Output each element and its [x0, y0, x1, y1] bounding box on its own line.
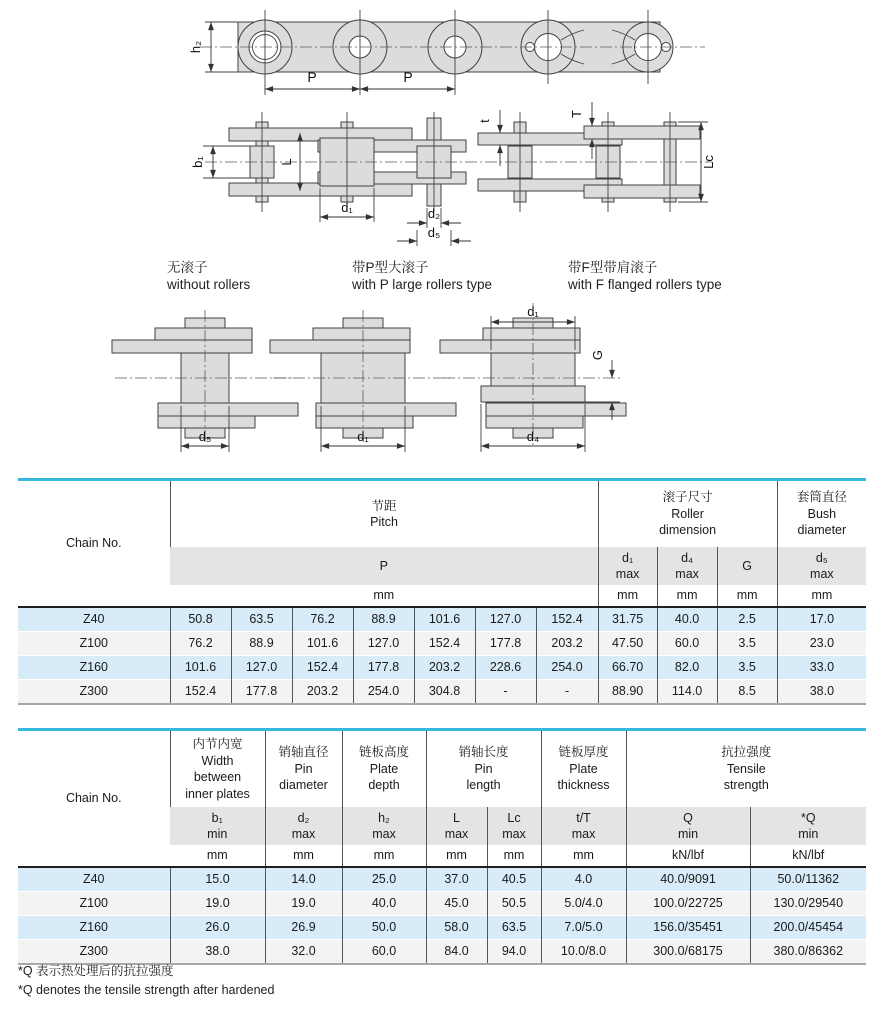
value-cell: 156.0/35451: [626, 916, 750, 940]
type-label-zh: 无滚子: [167, 260, 208, 275]
value-cell: 152.4: [536, 607, 598, 632]
h2-max-subheader: h₂ max: [342, 807, 426, 845]
value-cell: 152.4: [292, 656, 353, 680]
dim-label-d1: d₁: [527, 304, 539, 319]
value-cell: 304.8: [414, 680, 475, 705]
dim-label-d1: d₁: [341, 200, 353, 215]
footnotes: [18, 962, 274, 1000]
chain-no-cell: Z40: [18, 867, 170, 892]
type-label-en: without rollers: [167, 277, 251, 292]
value-cell: 66.70: [598, 656, 657, 680]
value-cell: 177.8: [353, 656, 414, 680]
value-cell: -: [536, 680, 598, 705]
value-cell: 254.0: [536, 656, 598, 680]
value-cell: 101.6: [170, 656, 231, 680]
value-cell: 130.0/29540: [750, 892, 866, 916]
table-row: [18, 916, 866, 940]
value-cell: -: [475, 680, 536, 705]
chain-no-header: Chain No.: [18, 480, 170, 608]
chain-no-cell: Z100: [18, 892, 170, 916]
plan-view-diagram: [190, 102, 716, 246]
value-cell: 63.5: [487, 916, 541, 940]
dim-label-d1: d₁: [357, 429, 369, 444]
units-cell: mm: [657, 585, 717, 607]
section-f-flanged-rollers: [440, 303, 626, 452]
value-cell: 152.4: [170, 680, 231, 705]
value-cell: 60.0: [657, 632, 717, 656]
d5-max-subheader: d₅ max: [777, 547, 866, 585]
value-cell: 26.0: [170, 916, 265, 940]
table-row: [18, 867, 866, 892]
q-min-subheader: Q min: [626, 807, 750, 845]
section-without-rollers: [112, 310, 298, 452]
d1-max-subheader: d₁ max: [598, 547, 657, 585]
value-cell: 5.0/4.0: [541, 892, 626, 916]
value-cell: 114.0: [657, 680, 717, 705]
value-cell: 45.0: [426, 892, 487, 916]
value-cell: 2.5: [717, 607, 777, 632]
value-cell: 127.0: [353, 632, 414, 656]
value-cell: 50.0: [342, 916, 426, 940]
value-cell: 177.8: [475, 632, 536, 656]
table-row: [18, 892, 866, 916]
chain-no-header: Chain No.: [18, 730, 170, 868]
value-cell: 203.2: [536, 632, 598, 656]
value-cell: 4.0: [541, 867, 626, 892]
units-cell: mm: [777, 585, 866, 607]
roller-type-labels: [166, 259, 722, 292]
units-cell: mm: [717, 585, 777, 607]
pitch-roller-table-body: [18, 607, 866, 704]
pin-diameter-group-header: 销轴直径 Pin diameter: [265, 730, 342, 808]
units-cell: mm: [541, 845, 626, 867]
plate-depth-group-header: 链板高度 Plate depth: [342, 730, 426, 808]
value-cell: 37.0: [426, 867, 487, 892]
value-cell: 94.0: [487, 940, 541, 965]
g-subheader: G: [717, 547, 777, 585]
pitch-roller-table: [18, 478, 866, 705]
p-subheader: P: [170, 547, 598, 585]
value-cell: 33.0: [777, 656, 866, 680]
tensile-strength-group-header: 抗拉强度 Tensile strength: [626, 730, 866, 808]
value-cell: 88.9: [353, 607, 414, 632]
type-label-en: with P large rollers type: [352, 277, 493, 292]
value-cell: 3.5: [717, 632, 777, 656]
type-label-zh: 带F型带肩滚子: [568, 260, 658, 275]
value-cell: 38.0: [777, 680, 866, 705]
chain-no-cell: Z300: [18, 940, 170, 965]
value-cell: 200.0/45454: [750, 916, 866, 940]
units-cell: mm: [426, 845, 487, 867]
units-cell: mm: [170, 585, 598, 607]
value-cell: 19.0: [265, 892, 342, 916]
dimension-strength-table-section: [18, 728, 866, 965]
section-p-large-rollers: [270, 310, 456, 452]
value-cell: 15.0: [170, 867, 265, 892]
value-cell: 7.0/5.0: [541, 916, 626, 940]
value-cell: 60.0: [342, 940, 426, 965]
dim-label-g: G: [590, 349, 605, 361]
value-cell: 58.0: [426, 916, 487, 940]
value-cell: 76.2: [292, 607, 353, 632]
value-cell: 228.6: [475, 656, 536, 680]
dim-label-d2: d₂: [427, 206, 441, 221]
chain-no-cell: Z40: [18, 607, 170, 632]
footnote-en: *Q denotes the tensile strength after hardened: [18, 982, 275, 997]
dim-label-p2: P: [403, 69, 413, 85]
type-label-zh: 带P型大滚子: [352, 260, 429, 275]
value-cell: 100.0/22725: [626, 892, 750, 916]
dim-label-l: L: [279, 158, 294, 166]
chain-no-cell: Z300: [18, 680, 170, 705]
pitch-roller-table-section: [18, 478, 866, 705]
value-cell: 40.0/9091: [626, 867, 750, 892]
value-cell: 47.50: [598, 632, 657, 656]
value-cell: 8.5: [717, 680, 777, 705]
table-row: [18, 632, 866, 656]
d4-max-subheader: d₄ max: [657, 547, 717, 585]
value-cell: 88.9: [231, 632, 292, 656]
table-row: [18, 607, 866, 632]
value-cell: 84.0: [426, 940, 487, 965]
value-cell: 38.0: [170, 940, 265, 965]
value-cell: 254.0: [353, 680, 414, 705]
d2-max-subheader: d₂ max: [265, 807, 342, 845]
value-cell: 40.0: [342, 892, 426, 916]
value-cell: 26.9: [265, 916, 342, 940]
value-cell: 23.0: [777, 632, 866, 656]
value-cell: 152.4: [414, 632, 475, 656]
chain-technical-drawings: [0, 0, 884, 470]
dim-label-h2: h₂: [188, 40, 203, 54]
dim-label-b1: b₁: [190, 156, 205, 168]
value-cell: 50.5: [487, 892, 541, 916]
value-cell: 380.0/86362: [750, 940, 866, 965]
tt-max-subheader: t/T max: [541, 807, 626, 845]
value-cell: 203.2: [292, 680, 353, 705]
bush-diameter-group-header: 套筒直径 Bush diameter: [777, 480, 866, 548]
dim-label-d4: d₄: [526, 429, 540, 444]
type-label-en: with F flanged rollers type: [568, 277, 722, 292]
value-cell: 32.0: [265, 940, 342, 965]
value-cell: 50.0/11362: [750, 867, 866, 892]
value-cell: 19.0: [170, 892, 265, 916]
chain-no-cell: Z100: [18, 632, 170, 656]
pitch-group-header: 节距 Pitch: [170, 480, 598, 548]
value-cell: 300.0/68175: [626, 940, 750, 965]
value-cell: 10.0/8.0: [541, 940, 626, 965]
value-cell: 203.2: [414, 656, 475, 680]
value-cell: 101.6: [414, 607, 475, 632]
value-cell: 63.5: [231, 607, 292, 632]
value-cell: 25.0: [342, 867, 426, 892]
value-cell: 76.2: [170, 632, 231, 656]
value-cell: 127.0: [475, 607, 536, 632]
units-cell: mm: [487, 845, 541, 867]
b1-min-subheader: b₁ min: [170, 807, 265, 845]
value-cell: 127.0: [231, 656, 292, 680]
value-cell: 3.5: [717, 656, 777, 680]
value-cell: 31.75: [598, 607, 657, 632]
side-view-diagram: [188, 10, 705, 95]
chain-no-cell: Z160: [18, 916, 170, 940]
units-cell: kN/lbf: [626, 845, 750, 867]
dim-label-lc: Lc: [701, 155, 716, 169]
value-cell: 88.90: [598, 680, 657, 705]
dim-label-d5: d₅: [198, 429, 212, 444]
value-cell: 17.0: [777, 607, 866, 632]
qstar-min-subheader: *Q min: [750, 807, 866, 845]
value-cell: 101.6: [292, 632, 353, 656]
value-cell: 40.0: [657, 607, 717, 632]
dimension-strength-table-body: [18, 867, 866, 964]
units-cell: mm: [265, 845, 342, 867]
roller-dimension-group-header: 滚子尺寸 Roller dimension: [598, 480, 777, 548]
plate-thickness-group-header: 链板厚度 Plate thickness: [541, 730, 626, 808]
dim-label-t: t: [477, 119, 492, 123]
value-cell: 177.8: [231, 680, 292, 705]
units-cell: kN/lbf: [750, 845, 866, 867]
dim-label-t-cap: T: [569, 110, 584, 118]
value-cell: 50.8: [170, 607, 231, 632]
units-cell: mm: [170, 845, 265, 867]
chain-no-cell: Z160: [18, 656, 170, 680]
l-max-subheader: L max: [426, 807, 487, 845]
width-group-header: 内节内宽 Width between inner plates: [170, 730, 265, 808]
units-cell: mm: [598, 585, 657, 607]
value-cell: 14.0: [265, 867, 342, 892]
footnote-zh: *Q 表示热处理后的抗拉强度: [18, 964, 174, 978]
dim-label-p1: P: [307, 69, 317, 85]
dimension-strength-table: [18, 728, 866, 965]
units-cell: mm: [342, 845, 426, 867]
table-row: [18, 656, 866, 680]
lc-max-subheader: Lc max: [487, 807, 541, 845]
dim-label-d5: d₅: [427, 225, 441, 240]
table-row: [18, 680, 866, 705]
value-cell: 40.5: [487, 867, 541, 892]
value-cell: 82.0: [657, 656, 717, 680]
pin-length-group-header: 销轴长度 Pin length: [426, 730, 541, 808]
table-row: [18, 940, 866, 965]
